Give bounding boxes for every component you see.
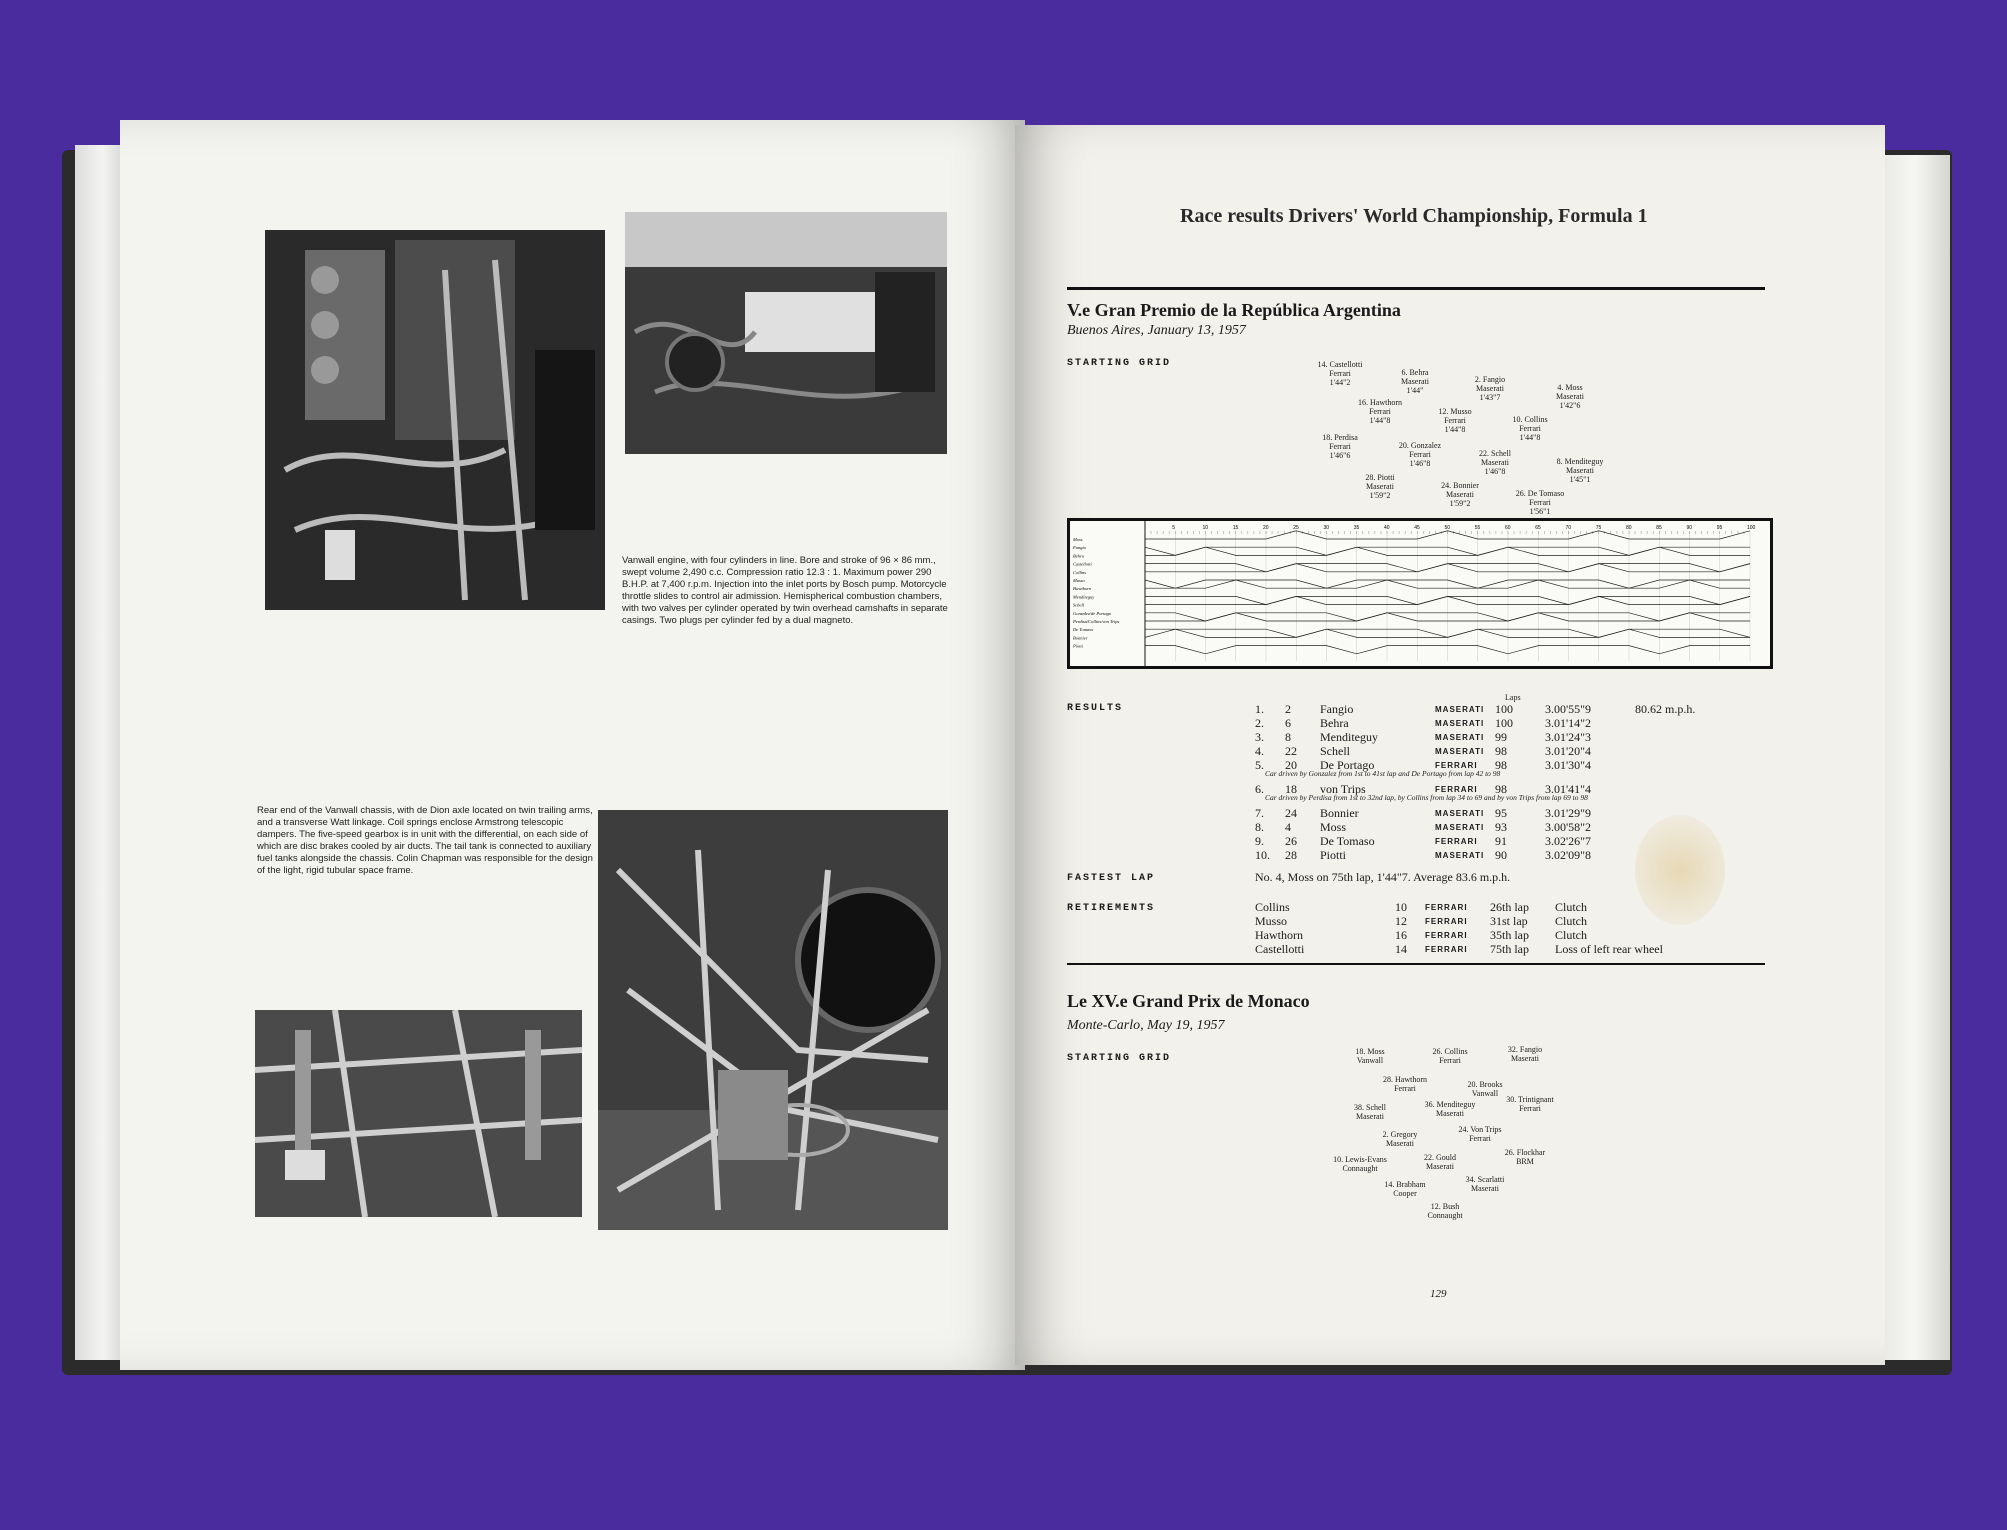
lap-tick-label: 95 [1716, 525, 1723, 531]
results-laps: 93 [1495, 820, 1507, 834]
results-no: 20 [1285, 758, 1297, 772]
results-laps: 99 [1495, 730, 1507, 744]
grid-entry: 24. Bonnier Maserati 1'59"2 [1441, 481, 1479, 508]
grid-entry: 26. Collins Ferrari [1432, 1047, 1468, 1065]
results-time: 3.01'14"2 [1545, 716, 1592, 730]
results-speed: 80.62 m.p.h. [1635, 702, 1696, 716]
lap-tick-label: 10 [1202, 525, 1209, 531]
lap-tick-label: 55 [1474, 525, 1481, 531]
page-edges-right [1880, 155, 1950, 1360]
grid-entry: 20. Brooks Vanwall [1467, 1080, 1503, 1098]
laps-header: Laps [1505, 693, 1521, 702]
page-number: 129 [1430, 1288, 1447, 1300]
section-rule [1067, 963, 1765, 965]
paper-stain [1635, 815, 1725, 925]
results-driver: Fangio [1320, 702, 1354, 716]
results-no: 24 [1285, 806, 1297, 820]
lap-tick-label: 40 [1384, 525, 1390, 531]
engine-photo-1 [265, 230, 605, 610]
results-pos: 5. [1255, 758, 1264, 772]
page-title: Race results Drivers' World Championship, Formula 1 [1180, 205, 1648, 227]
lap-chart-driver: Perdisa/Collins/von Trips [1073, 619, 1120, 624]
lap-tick-label: 100 [1747, 525, 1756, 531]
lap-tick-label: 35 [1353, 525, 1360, 531]
results-time: 3.01'20"4 [1545, 744, 1592, 758]
grid-entry: 18. Moss Vanwall [1355, 1047, 1385, 1065]
grid-entry: 32. Fangio Maserati [1507, 1045, 1543, 1063]
results-pos: 8. [1255, 820, 1264, 834]
results-make: MASERATI [1435, 747, 1485, 756]
retirement-no: 14 [1395, 942, 1407, 956]
results-no: 2 [1285, 702, 1291, 716]
lap-chart-driver: Collins [1073, 569, 1087, 575]
left-page [120, 120, 1025, 1370]
results-laps: 95 [1495, 806, 1507, 820]
results-make: MASERATI [1435, 733, 1485, 742]
results-laps: 98 [1495, 782, 1507, 796]
results-no: 8 [1285, 730, 1291, 744]
lap-chart-driver: Hawthorn [1073, 586, 1092, 592]
retirement-lap: 35th lap [1490, 928, 1529, 942]
results-make: FERRARI [1435, 785, 1478, 794]
lap-chart-driver: Castellotti [1073, 561, 1092, 567]
retirement-reason: Clutch [1555, 900, 1587, 914]
results-pos: 7. [1255, 806, 1264, 820]
results-laps: 98 [1495, 758, 1507, 772]
results-pos: 9. [1255, 834, 1264, 848]
grid-entry: 18. Perdisa Ferrari 1'46"6 [1322, 433, 1358, 460]
lap-chart-driver: Fangio [1073, 545, 1086, 551]
results-driver: Moss [1320, 820, 1347, 834]
lap-tick-label: 75 [1595, 525, 1602, 531]
race2-place-date: Monte-Carlo, May 19, 1957 [1067, 1018, 1225, 1033]
grid-entry: 16. Hawthorn Ferrari 1'44"8 [1358, 398, 1402, 425]
fastest-lap-value: No. 4, Moss on 75th lap, 1'44"7. Average 83.6 m.p.h. [1255, 870, 1511, 884]
race1-name: V.e Gran Premio de la República Argentina [1067, 300, 1401, 320]
results-make: MASERATI [1435, 823, 1485, 832]
grid-entry: 34. Scarlatti Maserati [1465, 1175, 1505, 1193]
lap-chart-driver: Menditeguy [1073, 594, 1095, 600]
results-make: MASERATI [1435, 719, 1485, 728]
results-make: FERRARI [1435, 761, 1478, 770]
lap-chart-driver: De Tomaso [1073, 627, 1094, 633]
results-pos: 10. [1255, 848, 1270, 862]
grid-entry: 4. Moss Maserati 1'42"6 [1556, 383, 1584, 410]
engine-caption: Vanwall engine, with four cylinders in line. Bore and stroke of 96 × 86 mm., swept volume 2,490 c.c. Compression ratio 12.3 : 1. Maximum power 290 B.H.P. at 7,400 r.p.m. Injection into the inlet ports by Bosch pump. Motorcycle throttle slides to control air admission. Hemispherical combustion chambers, with two valves per cylinder operated by twin overhead camshafts in separate casings. Two plugs per cylinder fed by a dual magneto. [622, 555, 948, 626]
lap-tick-label: 60 [1505, 525, 1511, 531]
results-time: 3.01'29"9 [1545, 806, 1592, 820]
results-time: 3.01'41"4 [1545, 782, 1592, 796]
right-page [1015, 125, 1885, 1365]
retirement-lap: 75th lap [1490, 942, 1529, 956]
grid-entry: 30. Trintignant Ferrari [1506, 1095, 1554, 1113]
lap-tick-label: 5 [1172, 525, 1176, 531]
lap-tick-label: 85 [1656, 525, 1662, 531]
results-make: MASERATI [1435, 851, 1485, 860]
grid-entry: 2. Fangio Maserati 1'43"7 [1474, 375, 1506, 402]
grid-entry: 14. Brabham Cooper [1384, 1180, 1426, 1198]
lap-tick-label: 20 [1263, 525, 1269, 531]
results-time: 3.00'58"2 [1545, 820, 1592, 834]
retirement-driver: Collins [1255, 900, 1290, 914]
lap-chart-driver: Schell [1073, 602, 1084, 608]
results-no: 22 [1285, 744, 1297, 758]
grid-entry: 10. Lewis-Evans Connaught [1333, 1155, 1387, 1173]
results-time: 3.00'55"9 [1545, 702, 1592, 716]
title-rule [1067, 287, 1765, 290]
results-driver: De Tomaso [1320, 834, 1375, 848]
retirement-driver: Musso [1255, 914, 1288, 928]
results-laps: 100 [1495, 716, 1513, 730]
race1-starting-grid-label: STARTING GRID [1067, 358, 1172, 369]
results-time: 3.02'26"7 [1545, 834, 1592, 848]
grid-entry: 6. Behra Maserati 1'44" [1401, 368, 1429, 395]
grid-entry: 22. Gould Maserati [1424, 1153, 1456, 1171]
results-laps: 98 [1495, 744, 1507, 758]
results-laps: 90 [1495, 848, 1507, 862]
retirement-reason: Clutch [1555, 914, 1587, 928]
results-pos: 3. [1255, 730, 1264, 744]
results-driver: Bonnier [1320, 806, 1359, 820]
results-label: RESULTS [1067, 703, 1124, 714]
results-no: 4 [1285, 820, 1291, 834]
results-no: 26 [1285, 834, 1297, 848]
chassis-photo-2 [255, 1010, 582, 1217]
grid-entry: 20. Gonzalez Ferrari 1'46"8 [1398, 441, 1442, 468]
race1-place-date: Buenos Aires, January 13, 1957 [1067, 323, 1246, 338]
grid-entry: 14. Castellotti Ferrari 1'44"2 [1317, 360, 1363, 387]
retirement-lap: 26th lap [1490, 900, 1529, 914]
chassis-caption: Rear end of the Vanwall chassis, with de Dion axle located on twin trailing arms, and a transverse Watt linkage. Coil springs enclose Armstrong telescopic dampers. The five-speed gearbox is in unit with the differential, on each side of which are disc brakes cooled by air ducts. The tail tank is connected to auxiliary fuel tanks alongside the chassis. Colin Chapman was responsible for the design of the light, rigid tubular space frame. [257, 805, 593, 876]
results-make: MASERATI [1435, 809, 1485, 818]
grid-entry: 8. Menditeguy Maserati 1'45"1 [1556, 457, 1604, 484]
retirement-reason: Loss of left rear wheel [1555, 942, 1663, 956]
results-driver: Schell [1320, 744, 1350, 758]
grid-entry: 26. De Tomaso Ferrari 1'56"1 [1515, 489, 1565, 516]
lap-tick-label: 80 [1626, 525, 1632, 531]
lap-tick-label: 15 [1232, 525, 1239, 531]
results-pos: 6. [1255, 782, 1264, 796]
results-pos: 4. [1255, 744, 1264, 758]
grid-entry: 12. Musso Ferrari 1'44"8 [1438, 407, 1472, 434]
lap-chart-driver: Moss [1073, 537, 1083, 542]
retirements-label: RETIREMENTS [1067, 903, 1156, 914]
retirement-lap: 31st lap [1490, 914, 1528, 928]
lap-tick-label: 70 [1565, 525, 1572, 531]
race2-starting-grid-label: STARTING GRID [1067, 1053, 1172, 1064]
lap-chart-driver: Gonzalez/de Portago [1073, 610, 1112, 616]
retirement-driver: Castellotti [1255, 942, 1305, 956]
chassis-photo-1 [598, 810, 948, 1230]
engine-photo-2 [625, 212, 947, 454]
grid-entry: 26. Flockhar BRM [1504, 1148, 1546, 1166]
lap-tick-label: 30 [1323, 525, 1330, 531]
results-no: 18 [1285, 782, 1297, 796]
results-make: MASERATI [1435, 705, 1485, 714]
results-time: 3.01'30"4 [1545, 758, 1592, 772]
results-no: 28 [1285, 848, 1297, 862]
race2-name: Le XV.e Grand Prix de Monaco [1067, 991, 1310, 1011]
results-driver: von Trips [1320, 782, 1366, 796]
lap-chart-driver: Behra [1073, 553, 1084, 559]
grid-entry: 36. Menditeguy Maserati [1424, 1100, 1476, 1118]
grid-entry: 38. Schell Maserati [1354, 1103, 1386, 1121]
grid-entry: 24. Von Trips Ferrari [1458, 1125, 1502, 1143]
retirement-no: 16 [1395, 928, 1407, 942]
results-no: 6 [1285, 716, 1291, 730]
results-driver: Menditeguy [1320, 730, 1378, 744]
lap-chart [1067, 518, 1773, 669]
lap-chart-driver: Piotti [1073, 643, 1083, 649]
retirement-make: FERRARI [1425, 931, 1468, 940]
lap-tick-label: 90 [1686, 525, 1693, 531]
results-laps: 91 [1495, 834, 1507, 848]
lap-chart-driver: Bonnier [1073, 635, 1088, 641]
lap-tick-label: 50 [1444, 525, 1451, 531]
results-driver: De Portago [1320, 758, 1375, 772]
grid-entry: 12. Bush Connaught [1427, 1202, 1463, 1220]
grid-entry: 10. Collins Ferrari 1'44"8 [1512, 415, 1548, 442]
grid-entry: 28. Piotti Maserati 1'59"2 [1365, 473, 1395, 500]
retirement-reason: Clutch [1555, 928, 1587, 942]
fastest-lap-label: FASTEST LAP [1067, 873, 1156, 884]
retirement-no: 10 [1395, 900, 1407, 914]
results-pos: 1. [1255, 702, 1264, 716]
results-laps: 100 [1495, 702, 1513, 716]
results-note-1: Car driven by Gonzalez from 1st to 41st lap and De Portago from lap 42 to 98 [1265, 769, 1501, 778]
lap-tick-label: 25 [1293, 525, 1299, 531]
results-driver: Behra [1320, 716, 1349, 730]
results-make: FERRARI [1435, 837, 1478, 846]
results-time: 3.01'24"3 [1545, 730, 1592, 744]
grid-entry: 2. Gregory Maserati [1382, 1130, 1418, 1148]
lap-tick-label: 45 [1414, 525, 1420, 531]
grid-entry: 28. Hawthorn Ferrari [1383, 1075, 1427, 1093]
retirement-no: 12 [1395, 914, 1407, 928]
retirement-make: FERRARI [1425, 903, 1468, 912]
results-note-2: Car driven by Perdisa from 1st to 32nd lap, by Collins from lap 34 to 69 and by von Trips from lap 69 to 98 [1265, 793, 1588, 802]
results-time: 3.02'09"8 [1545, 848, 1592, 862]
lap-chart-driver: Musso [1073, 578, 1085, 583]
retirement-make: FERRARI [1425, 917, 1468, 926]
retirement-driver: Hawthorn [1255, 928, 1303, 942]
lap-tick-label: 65 [1535, 525, 1541, 531]
retirement-make: FERRARI [1425, 945, 1468, 954]
results-driver: Piotti [1320, 848, 1347, 862]
results-pos: 2. [1255, 716, 1264, 730]
grid-entry: 22. Schell Maserati 1'46"8 [1479, 449, 1511, 476]
